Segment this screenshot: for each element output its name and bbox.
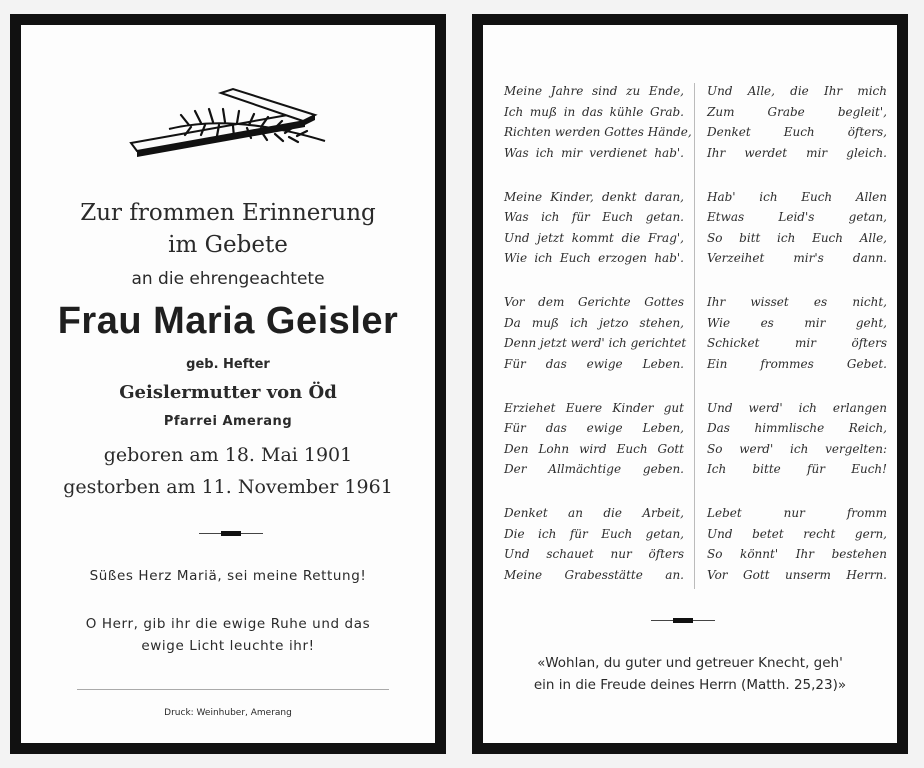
right-stanza-4 <box>707 398 887 480</box>
left-stanza-3 <box>504 292 687 374</box>
footer-rule <box>77 689 389 690</box>
verse-line: So könnt' Ihr bestehen <box>707 547 887 561</box>
verse-line: Die ich für Euch getan, <box>504 526 684 541</box>
left-stanza-2 <box>504 187 684 269</box>
verse-line: Ein frommes Gebet. <box>707 356 887 371</box>
bible-quote-line-1: «Wohlan, du guter und getreuer Knecht, geh' <box>537 655 843 671</box>
verse-line: Etwas Leid's getan, <box>707 210 887 224</box>
dedication-line-2: im Gebete <box>168 232 288 258</box>
verse-line: Da muß ich jetzo stehen, <box>504 315 684 330</box>
verse-line: Und werd' ich erlangen <box>707 400 887 415</box>
ornament-divider-2 <box>651 615 715 627</box>
card-front-panel <box>21 25 435 743</box>
verse-line: Schicket mir öfters <box>707 336 887 350</box>
card-back-panel <box>483 25 897 743</box>
verse-line: Wie ich Euch erzogen hab'. <box>504 251 684 265</box>
dedication-line-3: an die ehrengeachtete <box>131 269 325 289</box>
verse-line: Ihr werdet mir gleich. <box>707 145 887 160</box>
verse-line: Was ich für Euch getan. <box>504 210 684 224</box>
birth-date: geboren am 18. Mai 1901 <box>103 444 353 466</box>
right-stanza-5 <box>707 503 887 585</box>
right-stanza-2 <box>707 187 887 269</box>
maiden-name: geb. Hefter <box>186 357 270 372</box>
verse-line: Und Alle, die Ihr mich <box>707 84 887 98</box>
verse-line: Lebet nur fromm <box>707 506 887 520</box>
verse-line: Und schauet nur öfters <box>504 547 684 561</box>
verse-line: Das himmlische Reich, <box>707 421 887 435</box>
poem-left-column <box>504 81 692 585</box>
verse-line: Richten werden Gottes Hände, <box>504 125 692 139</box>
bible-quote-line-2: ein in die Freude deines Herrn (Matth. 25,23)» <box>533 677 847 693</box>
verse-line: Ich bitte für Euch! <box>707 462 887 476</box>
left-stanza-4 <box>504 398 684 480</box>
verse-line: Hab' ich Euch Allen <box>707 189 887 204</box>
verse-line: Denket Euch öfters, <box>707 125 887 139</box>
right-stanza-3 <box>707 292 887 374</box>
verse-line: Was ich mir verdienet hab'. <box>504 145 684 160</box>
verse-line: Vor Gott unserm Herrn. <box>707 567 887 582</box>
prayer-2-line-2: ewige Licht leuchte ihr! <box>141 638 315 654</box>
verse-line: Ich muß in das kühle Grab. <box>504 104 684 119</box>
verse-line: Und jetzt kommt die Frag', <box>504 230 684 245</box>
printer-credit: Druck: Weinhuber, Amerang <box>164 708 292 718</box>
verse-line: Verzeihet mir's dann. <box>707 251 887 265</box>
deceased-title: Geislermutter von Öd <box>119 382 337 403</box>
prayer-2-line-1: O Herr, gib ihr die ewige Ruhe und das <box>85 616 371 632</box>
prayer-1: Süßes Herz Mariä, sei meine Rettung! <box>89 568 367 584</box>
memorial-card-front <box>10 14 446 754</box>
dedication-line-1: Zur frommen Erinnerung <box>80 200 376 226</box>
death-date: gestorben am 11. November 1961 <box>63 476 393 498</box>
poem-right-column <box>707 81 887 585</box>
verse-line: Vor dem Gerichte Gottes <box>504 295 684 309</box>
column-separator <box>694 83 695 589</box>
memorial-card-back <box>472 14 908 754</box>
verse-line: Zum Grabe begleit', <box>707 104 887 119</box>
verse-line: So bitt ich Euch Alle, <box>707 230 887 245</box>
verse-line: Ihr wisset es nicht, <box>707 295 887 309</box>
right-stanza-1 <box>707 81 887 163</box>
verse-line: So werd' ich vergelten: <box>707 441 887 456</box>
verse-line: Wie es mir geht, <box>707 315 887 330</box>
verse-line: Erziehet Euere Kinder gut <box>504 400 684 415</box>
verse-line: Für das ewige Leben, <box>504 421 684 435</box>
verse-line: Den Lohn wird Euch Gott <box>504 441 684 456</box>
deceased-name: Frau Maria Geisler <box>57 300 399 342</box>
verse-line: Und betet recht gern, <box>707 526 887 541</box>
verse-line: Meine Grabesstätte an. <box>504 567 684 582</box>
verse-line: Für das ewige Leben. <box>504 356 684 371</box>
verse-line: Denket an die Arbeit, <box>504 506 684 520</box>
verse-line: Meine Kinder, denkt daran, <box>504 189 684 204</box>
ornament-divider <box>199 528 263 540</box>
parish: Pfarrei Amerang <box>163 414 293 429</box>
left-stanza-5 <box>504 503 684 585</box>
verse-line: Denn jetzt werd' ich gerichtet <box>504 336 687 350</box>
verse-line: Der Allmächtige geben. <box>504 462 684 476</box>
verse-line: Meine Jahre sind zu Ende, <box>504 84 684 98</box>
left-stanza-1 <box>504 81 692 163</box>
cross-with-palm-icon <box>129 85 335 161</box>
